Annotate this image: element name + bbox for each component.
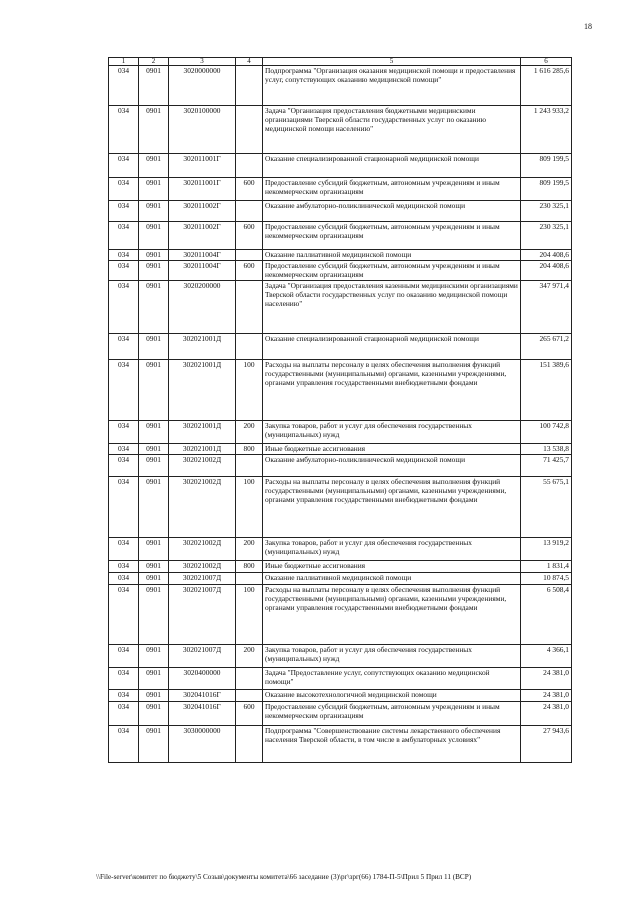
section-code-cell: 0901	[139, 178, 169, 201]
expense-type-cell	[236, 201, 263, 222]
amount-cell: 1 243 933,2	[521, 106, 572, 154]
section-code-cell: 0901	[139, 690, 169, 702]
target-article-cell: 3020000000	[169, 66, 236, 106]
agency-code-cell: 034	[109, 106, 139, 154]
target-article-cell: 302011001Г	[169, 178, 236, 201]
amount-cell: 13 538,8	[521, 444, 572, 455]
table-row	[109, 421, 572, 444]
section-code-cell: 0901	[139, 201, 169, 222]
section-code-cell: 0901	[139, 477, 169, 538]
section-code-cell: 0901	[139, 250, 169, 261]
expense-type-cell: 200	[236, 538, 263, 561]
amount-cell: 347 971,4	[521, 281, 572, 334]
target-article-cell: 302011002Г	[169, 222, 236, 250]
expense-type-cell: 600	[236, 702, 263, 726]
agency-code-cell: 034	[109, 222, 139, 250]
expense-type-cell: 200	[236, 645, 263, 668]
table-row	[109, 585, 572, 645]
expense-type-cell	[236, 281, 263, 334]
table-header-row	[109, 58, 572, 66]
target-article-cell: 302021007Д	[169, 585, 236, 645]
section-code-cell: 0901	[139, 444, 169, 455]
agency-code-cell: 034	[109, 281, 139, 334]
description-cell: Иные бюджетные ассигнования	[263, 444, 521, 455]
expense-type-cell	[236, 334, 263, 360]
agency-code-cell: 034	[109, 538, 139, 561]
description-cell: Оказание паллиативной медицинской помощи	[263, 250, 521, 261]
target-article-cell: 3030000000	[169, 726, 236, 763]
header-cell: 4	[236, 58, 263, 66]
expense-type-cell: 600	[236, 261, 263, 281]
table-row	[109, 66, 572, 106]
table-row	[109, 573, 572, 585]
target-article-cell: 302011002Г	[169, 201, 236, 222]
amount-cell: 809 199,5	[521, 154, 572, 178]
description-cell: Закупка товаров, работ и услуг для обеспечения государственных (муниципальных) нужд	[263, 645, 521, 668]
table-row	[109, 477, 572, 538]
amount-cell: 1 831,4	[521, 561, 572, 573]
section-code-cell: 0901	[139, 360, 169, 421]
agency-code-cell: 034	[109, 444, 139, 455]
section-code-cell: 0901	[139, 585, 169, 645]
agency-code-cell: 034	[109, 334, 139, 360]
section-code-cell: 0901	[139, 561, 169, 573]
table-row	[109, 668, 572, 690]
section-code-cell: 0901	[139, 455, 169, 477]
section-code-cell: 0901	[139, 261, 169, 281]
table-row	[109, 261, 572, 281]
expense-type-cell: 800	[236, 444, 263, 455]
agency-code-cell: 034	[109, 668, 139, 690]
agency-code-cell: 034	[109, 690, 139, 702]
agency-code-cell: 034	[109, 585, 139, 645]
target-article-cell: 302011004Г	[169, 250, 236, 261]
target-article-cell: 302021001Д	[169, 421, 236, 444]
amount-cell: 265 671,2	[521, 334, 572, 360]
expense-type-cell	[236, 690, 263, 702]
target-article-cell: 302021001Д	[169, 444, 236, 455]
section-code-cell: 0901	[139, 154, 169, 178]
amount-cell: 204 408,6	[521, 250, 572, 261]
agency-code-cell: 034	[109, 66, 139, 106]
target-article-cell: 3020100000	[169, 106, 236, 154]
agency-code-cell: 034	[109, 360, 139, 421]
expense-type-cell	[236, 455, 263, 477]
target-article-cell: 302021007Д	[169, 645, 236, 668]
description-cell: Расходы на выплаты персоналу в целях обеспечения выполнения функций государственными (муниципальными) органами, казенными учреждениями, органами управления государственными внебюджетными фондами	[263, 360, 521, 421]
target-article-cell: 302011001Г	[169, 154, 236, 178]
description-cell: Оказание амбулаторно-поликлинической медицинской помощи	[263, 455, 521, 477]
section-code-cell: 0901	[139, 668, 169, 690]
amount-cell: 204 408,6	[521, 261, 572, 281]
description-cell: Закупка товаров, работ и услуг для обеспечения государственных (муниципальных) нужд	[263, 538, 521, 561]
section-code-cell: 0901	[139, 66, 169, 106]
table-row	[109, 444, 572, 455]
agency-code-cell: 034	[109, 455, 139, 477]
agency-code-cell: 034	[109, 702, 139, 726]
table-row	[109, 222, 572, 250]
agency-code-cell: 034	[109, 573, 139, 585]
expense-type-cell	[236, 154, 263, 178]
target-article-cell: 302021002Д	[169, 455, 236, 477]
section-code-cell: 0901	[139, 538, 169, 561]
table-row	[109, 702, 572, 726]
section-code-cell: 0901	[139, 573, 169, 585]
target-article-cell: 302011004Г	[169, 261, 236, 281]
expense-type-cell	[236, 726, 263, 763]
target-article-cell: 302021002Д	[169, 561, 236, 573]
expense-type-cell: 600	[236, 222, 263, 250]
section-code-cell: 0901	[139, 645, 169, 668]
expense-type-cell	[236, 573, 263, 585]
agency-code-cell: 034	[109, 178, 139, 201]
agency-code-cell: 034	[109, 261, 139, 281]
table-row	[109, 250, 572, 261]
agency-code-cell: 034	[109, 250, 139, 261]
expense-type-cell	[236, 250, 263, 261]
agency-code-cell: 034	[109, 154, 139, 178]
amount-cell: 24 381,0	[521, 668, 572, 690]
description-cell: Оказание специализированной стационарной медицинской помощи	[263, 154, 521, 178]
expense-type-cell	[236, 668, 263, 690]
description-cell: Подпрограмма "Совершенствование системы лекарственного обеспечения населения Тверской области, в том числе в амбулаторных условиях"	[263, 726, 521, 763]
amount-cell: 24 381,0	[521, 702, 572, 726]
description-cell: Иные бюджетные ассигнования	[263, 561, 521, 573]
section-code-cell: 0901	[139, 222, 169, 250]
target-article-cell: 302021001Д	[169, 360, 236, 421]
expense-type-cell	[236, 106, 263, 154]
expense-type-cell	[236, 66, 263, 106]
description-cell: Предоставление субсидий бюджетным, автономным учреждениям и иным некоммерческим организациям	[263, 222, 521, 250]
amount-cell: 100 742,8	[521, 421, 572, 444]
description-cell: Расходы на выплаты персоналу в целях обеспечения выполнения функций государственными (муниципальными) органами, казенными учреждениями, органами управления государственными внебюджетными фондами	[263, 585, 521, 645]
section-code-cell: 0901	[139, 106, 169, 154]
table-row	[109, 645, 572, 668]
amount-cell: 230 325,1	[521, 222, 572, 250]
header-cell: 5	[263, 58, 521, 66]
agency-code-cell: 034	[109, 561, 139, 573]
table-row	[109, 334, 572, 360]
agency-code-cell: 034	[109, 477, 139, 538]
section-code-cell: 0901	[139, 334, 169, 360]
table-row	[109, 690, 572, 702]
amount-cell: 230 325,1	[521, 201, 572, 222]
description-cell: Оказание высокотехнологичной медицинской помощи	[263, 690, 521, 702]
section-code-cell: 0901	[139, 281, 169, 334]
expense-type-cell: 100	[236, 360, 263, 421]
target-article-cell: 302041016Г	[169, 690, 236, 702]
header-cell: 2	[139, 58, 169, 66]
table-row	[109, 281, 572, 334]
target-article-cell: 3020200000	[169, 281, 236, 334]
target-article-cell: 302021001Д	[169, 334, 236, 360]
amount-cell: 24 381,0	[521, 690, 572, 702]
budget-table	[108, 57, 572, 763]
amount-cell: 151 389,6	[521, 360, 572, 421]
header-cell: 6	[521, 58, 572, 66]
description-cell: Предоставление субсидий бюджетным, автономным учреждениям и иным некоммерческим организациям	[263, 261, 521, 281]
amount-cell: 1 616 285,6	[521, 66, 572, 106]
table-row	[109, 106, 572, 154]
expense-type-cell: 600	[236, 178, 263, 201]
agency-code-cell: 034	[109, 645, 139, 668]
description-cell: Задача "Предоставление услуг, сопутствующих оказанию медицинской помощи"	[263, 668, 521, 690]
description-cell: Подпрограмма "Организация оказания медицинской помощи и предоставления услуг, сопутствующих оказанию медицинской помощи"	[263, 66, 521, 106]
agency-code-cell: 034	[109, 201, 139, 222]
expense-type-cell: 200	[236, 421, 263, 444]
header-cell: 1	[109, 58, 139, 66]
table-row	[109, 360, 572, 421]
target-article-cell: 302021002Д	[169, 477, 236, 538]
description-cell: Расходы на выплаты персоналу в целях обеспечения выполнения функций государственными (муниципальными) органами, казенными учреждениями, органами управления государственными внебюджетными фондами	[263, 477, 521, 538]
expense-type-cell: 100	[236, 477, 263, 538]
amount-cell: 809 199,5	[521, 178, 572, 201]
description-cell: Оказание амбулаторно-поликлинической медицинской помощи	[263, 201, 521, 222]
description-cell: Оказание паллиативной медицинской помощи	[263, 573, 521, 585]
header-cell: 3	[169, 58, 236, 66]
table-row	[109, 201, 572, 222]
section-code-cell: 0901	[139, 702, 169, 726]
amount-cell: 13 919,2	[521, 538, 572, 561]
amount-cell: 4 366,1	[521, 645, 572, 668]
table-row	[109, 154, 572, 178]
description-cell: Оказание специализированной стационарной медицинской помощи	[263, 334, 521, 360]
description-cell: Предоставление субсидий бюджетным, автономным учреждениям и иным некоммерческим организациям	[263, 178, 521, 201]
table-row	[109, 178, 572, 201]
table-row	[109, 726, 572, 763]
amount-cell: 55 675,1	[521, 477, 572, 538]
expense-type-cell: 800	[236, 561, 263, 573]
description-cell: Задача "Организация предоставления бюджетными медицинскими организациями Тверской области государственных услуг по оказанию медицинской помощи населению"	[263, 106, 521, 154]
target-article-cell: 3020400000	[169, 668, 236, 690]
table-row	[109, 538, 572, 561]
expense-type-cell: 100	[236, 585, 263, 645]
section-code-cell: 0901	[139, 421, 169, 444]
target-article-cell: 302021002Д	[169, 538, 236, 561]
agency-code-cell: 034	[109, 726, 139, 763]
footer-file-path: \\File-server\комитет по бюджету\5 Созыв\документы комитета\66 заседание (3)\рг\зрг(66) 1784-П-5\Прил 5 Прил 11 (ВСР)	[96, 873, 472, 881]
table-row	[109, 561, 572, 573]
target-article-cell: 302021007Д	[169, 573, 236, 585]
description-cell: Предоставление субсидий бюджетным, автономным учреждениям и иным некоммерческим организациям	[263, 702, 521, 726]
amount-cell: 10 874,5	[521, 573, 572, 585]
amount-cell: 6 508,4	[521, 585, 572, 645]
page-number: 18	[584, 22, 592, 31]
description-cell: Задача "Организация предоставления казенными медицинскими организациями Тверской области государственных услуг по оказанию медицинской помощи населению"	[263, 281, 521, 334]
amount-cell: 27 943,6	[521, 726, 572, 763]
section-code-cell: 0901	[139, 726, 169, 763]
amount-cell: 71 425,7	[521, 455, 572, 477]
table-row	[109, 455, 572, 477]
description-cell: Закупка товаров, работ и услуг для обеспечения государственных (муниципальных) нужд	[263, 421, 521, 444]
target-article-cell: 302041016Г	[169, 702, 236, 726]
agency-code-cell: 034	[109, 421, 139, 444]
